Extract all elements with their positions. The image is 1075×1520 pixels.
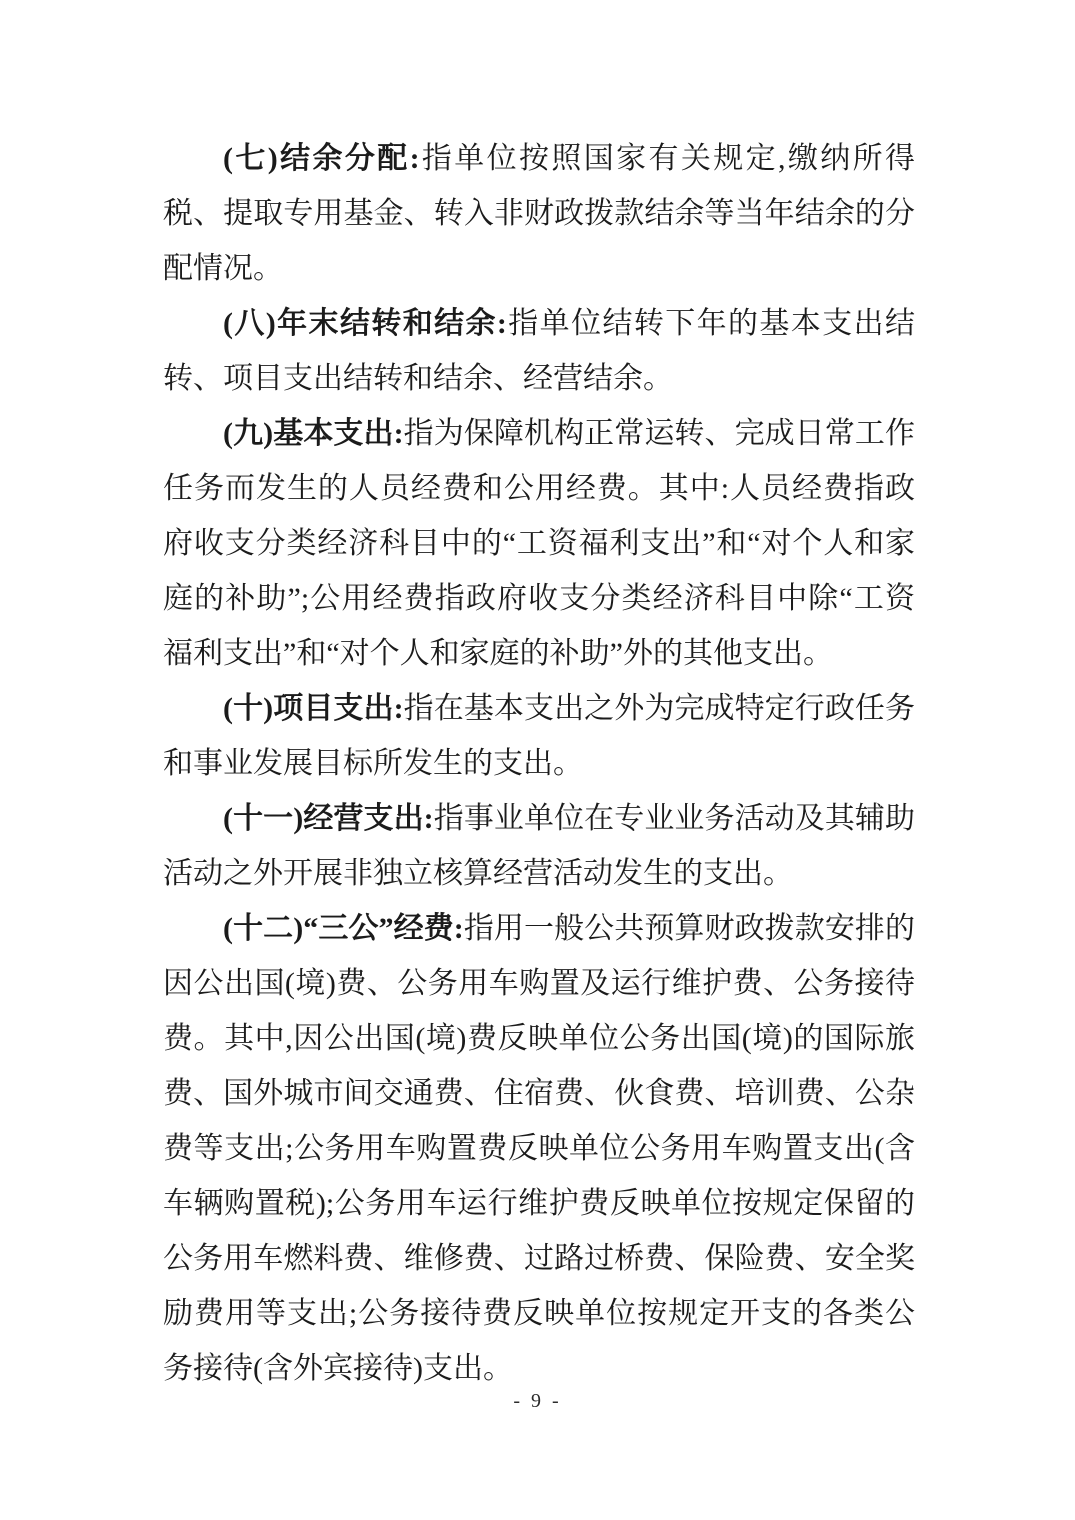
term-definition: 指事业单位在专业业务活动及其辅助活动之外开展非独立核算经营活动发生的支出。 — [163, 802, 915, 890]
paragraph-term-9 — [163, 406, 915, 681]
term-definition: 指单位结转下年的基本支出结转、项目支出结转和结余、经营结余。 — [163, 307, 915, 395]
paragraph-term-10 — [163, 681, 915, 791]
term-heading: (七)结余分配: — [223, 142, 420, 175]
term-heading: (十)项目支出: — [223, 692, 404, 725]
term-definition: 指单位按照国家有关规定,缴纳所得税、提取专用基金、转入非财政拨款结余等当年结余的分配情况。 — [163, 142, 915, 285]
term-definition: 指用一般公共预算财政拨款安排的因公出国(境)费、公务用车购置及运行维护费、公务接待费。其中,因公出国(境)费反映单位公务出国(境)的国际旅费、国外城市间交通费、住宿费、伙食费、培训费、公杂费等支出;公务用车购置费反映单位公务用车购置支出(含车辆购置税);公务用车运行维护费反映单位按规定保留的公务用车燃料费、维修费、过路过桥费、保险费、安全奖励费用等支出;公务接待费反映单位按规定开支的各类公务接待(含外宾接待)支出。 — [163, 912, 915, 1385]
term-heading: (九)基本支出: — [223, 417, 404, 450]
paragraph-term-11 — [163, 791, 915, 901]
paragraph-term-12 — [163, 901, 915, 1396]
document-body — [163, 131, 915, 1396]
term-heading: (十一)经营支出: — [223, 802, 434, 835]
page-footer — [0, 1390, 1075, 1413]
term-definition: 指在基本支出之外为完成特定行政任务和事业发展目标所发生的支出。 — [163, 692, 915, 780]
term-heading: (十二)“三公”经费: — [223, 912, 464, 945]
term-definition: 指为保障机构正常运转、完成日常工作任务而发生的人员经费和公用经费。其中:人员经费指政府收支分类经济科目中的“工资福利支出”和“对个人和家庭的补助”;公用经费指政府收支分类经济科目中除“工资福利支出”和“对个人和家庭的补助”外的其他支出。 — [163, 417, 915, 670]
paragraph-term-8 — [163, 296, 915, 406]
page-number: - 9 - — [513, 1390, 562, 1412]
term-heading: (八)年末结转和结余: — [223, 307, 507, 340]
paragraph-term-7 — [163, 131, 915, 296]
